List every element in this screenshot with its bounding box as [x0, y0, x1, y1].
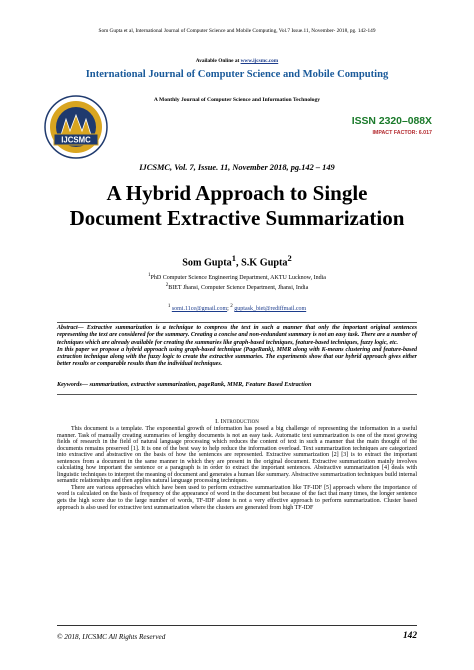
- abstract-paragraph-2: In this paper we propose a hybrid approach using graph-based technique (PageRank), MMR along with K-means clustering and feature-based extraction technique along with the fuzzy logic to create the extractive summaries. The experiments show that our hybrid approach gives either better results or comparable results than the individual techniques.: [57, 346, 417, 368]
- online-availability: [0, 58, 474, 64]
- journal-website-link[interactable]: www.ijcsmc.com: [240, 58, 279, 64]
- abstract-top-rule: [57, 322, 417, 323]
- email-2-link[interactable]: guptask_biet@rediffmail.com: [234, 306, 307, 312]
- email-2-sup: 2: [230, 304, 233, 309]
- paper-title: [20, 181, 454, 231]
- introduction-paragraph-1: This document is a template. The exponential growth of information has posed a big challenge of representing the information in a useful manner. Task of manually creating summaries of lengthy documents is not an easy task. Automatic text summarization is one of the most growing fields of research in the field of natural language processing which reduces the content of text in such a manner that the main thought of the documents remains preserved [1]. It is one of the best way to help reduce the information overload. Text summarization techniques are categorized into extractive and abstractive on the basis of how the sentences are represented. Extractive summarization [2] [3] is to extract the important sentences from a document in the same manner in which they are present in the original document. Extractive summarization mainly involves calculating how important the sentence or a paragraph is in order to extract the important sentences. Abstractive summarization [4] deals with linguistic techniques to interpret the meaning of document and generates a human like summary. Abstractive summarization techniques build internal semantic relationships and then applies natural language processing techniques.: [57, 426, 417, 485]
- affiliation-1-text: PhD Computer Science Engineering Department, AKTU Lucknow, India: [150, 275, 326, 281]
- introduction-body: [57, 426, 417, 511]
- journal-name: International Journal of Computer Science and Mobile Computing: [85, 69, 389, 80]
- issn-label: ISSN 2320–088X: [351, 116, 432, 127]
- footer-rule: [57, 625, 417, 626]
- keywords-label: Keywords—: [57, 381, 88, 388]
- affiliation-2-sup: 2: [165, 283, 169, 288]
- keywords: [57, 381, 417, 388]
- authors: [0, 253, 474, 268]
- running-head: Som Gupta et al, International Journal of Computer Science and Mobile Computing, Vol.7 Issue.11, November- 2018, pg. 142-149: [98, 28, 376, 34]
- affiliation-2-text: BIET Jhansi, Computer Science Department, Jhansi, India: [168, 285, 309, 291]
- journal-logo: [44, 95, 108, 159]
- abstract-text-1: Extractive summarization is a technique to compress the text in such a manner that only the important original sentences representing the text are considered for the summary. Creating a concise and non-redundant summary is not an easy task. There are a number of techniques which are already available for creating the summaries like graph-based techniques, feature-based techniques, fuzzy logic, etc.: [57, 325, 417, 346]
- abstract-bottom-rule: [57, 394, 417, 395]
- title-line-1: A Hybrid Approach to Single: [106, 181, 368, 205]
- copyright-notice: © 2018, IJCSMC All Rights Reserved: [57, 633, 166, 641]
- section-heading: [0, 418, 474, 425]
- affiliation-1: [0, 273, 474, 281]
- logo-text: IJCSMC: [61, 135, 91, 145]
- affiliation-2: [0, 283, 474, 291]
- section-number: I.: [215, 418, 219, 425]
- impact-factor-label: IMPACT FACTOR: 6.017: [372, 130, 432, 136]
- email-separator: ;: [227, 306, 231, 312]
- journal-subtitle: A Monthly Journal of Computer Science and Information Technology: [153, 97, 321, 103]
- section-title: Introduction: [220, 418, 259, 425]
- author-2: , S.K Gupta: [236, 257, 288, 269]
- online-prefix: Available Online at: [195, 58, 241, 64]
- title-line-2: Document Extractive Summarization: [69, 206, 405, 230]
- abstract-label: Abstract—: [57, 325, 84, 331]
- affiliation-1-sup: 1: [148, 273, 151, 278]
- email-1-sup: 1: [167, 304, 171, 309]
- author-1: Som Gupta: [182, 257, 232, 269]
- author-emails: [0, 304, 474, 312]
- author-1-sup: 1: [231, 253, 236, 263]
- email-1-link[interactable]: somi.11ce@gmail.com: [171, 306, 228, 312]
- introduction-paragraph-2: There are various approaches which have been used to perform extractive summarization like TF-IDF [5] approach where the importance of word is calculated on the basis of frequency of the appearance of word in the document but because of the fact that many times, the longer sentence gets the high score due to the large number of words, TF-IDF alone is not a very effective approach to perform summarization. Cluster based approach is also used for extractive text summarization where the clusters are generated from high TF-IDF: [57, 484, 417, 511]
- page-number: 142: [402, 631, 417, 641]
- abstract: [57, 325, 417, 369]
- author-2-sup: 2: [287, 253, 292, 263]
- citation-line: IJCSMC, Vol. 7, Issue. 11, November 2018, pg.142 – 149: [139, 163, 335, 172]
- keywords-text: summarization, extractive summarization, pageRank, MMR, Feature Based Extraction: [87, 381, 312, 388]
- abstract-paragraph-1: [57, 325, 417, 347]
